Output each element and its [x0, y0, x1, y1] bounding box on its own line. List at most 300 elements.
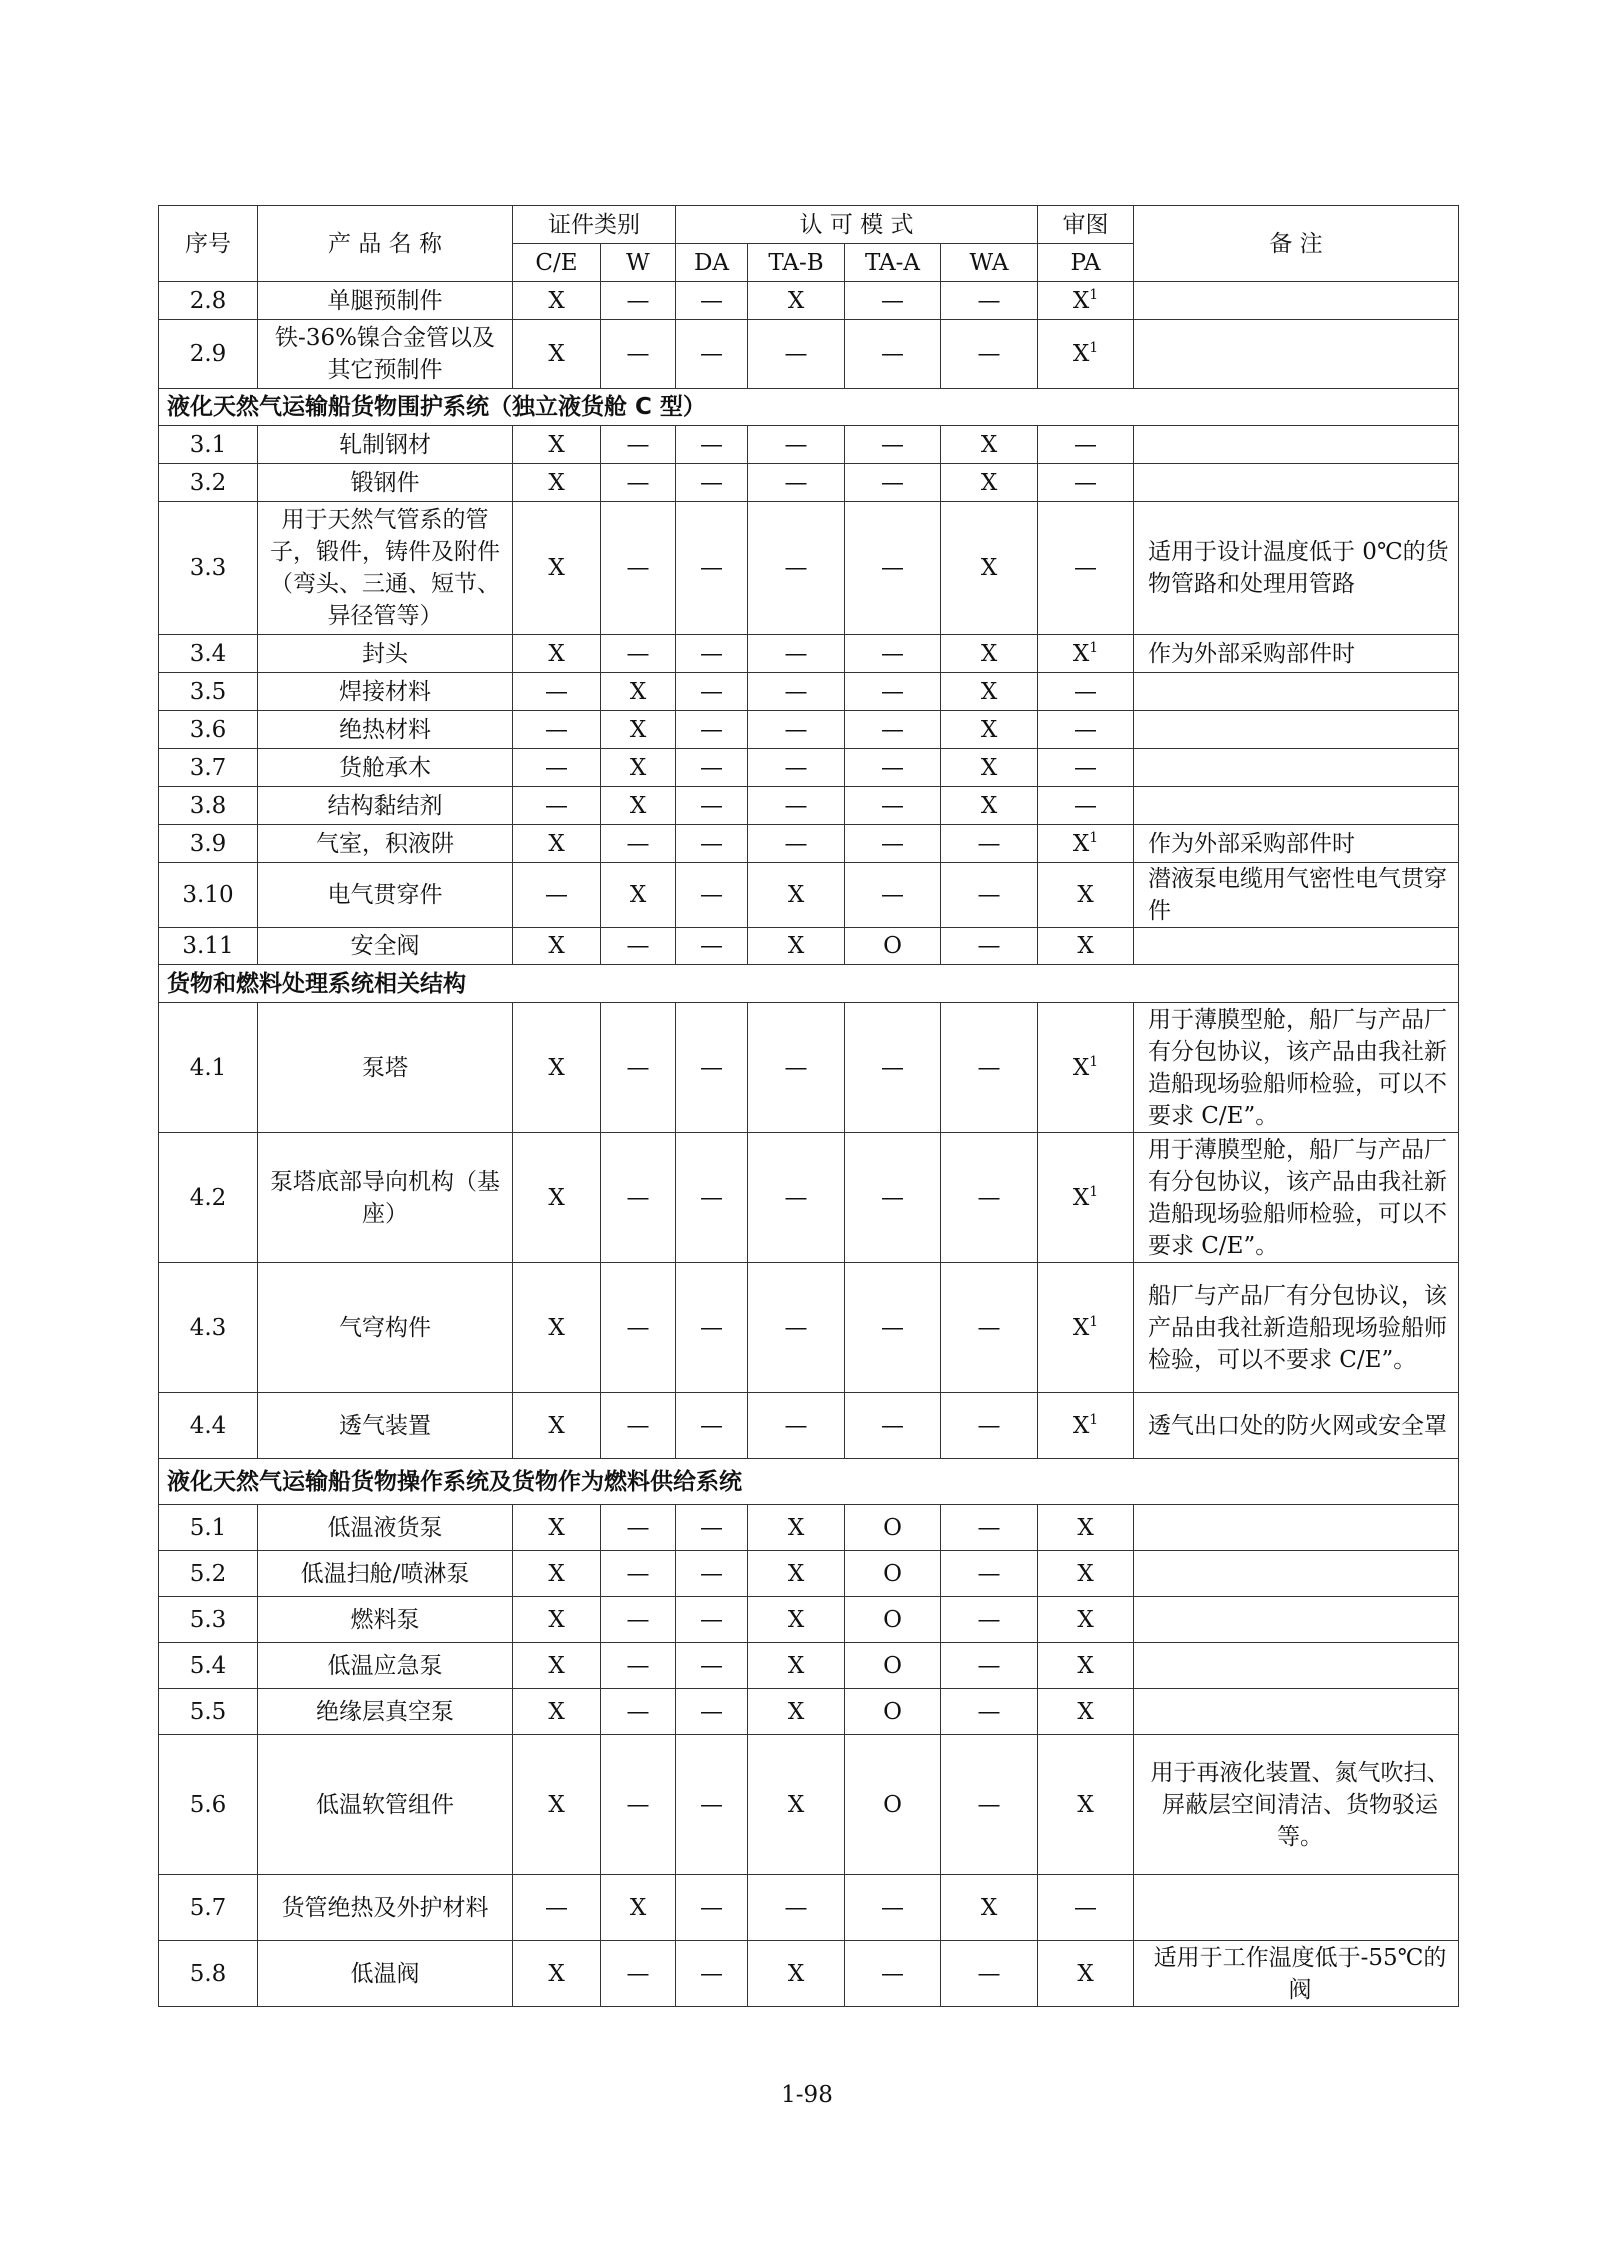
cell-ce — [513, 1941, 601, 2007]
product-name: 结构黏结剂 — [258, 787, 513, 825]
cell-value: O — [883, 1698, 902, 1725]
cell-da — [676, 282, 748, 320]
table-row — [159, 1003, 1459, 1133]
product-name: 气室，积液阱 — [258, 825, 513, 863]
cell-tab — [748, 1643, 845, 1689]
section-row — [159, 1459, 1459, 1505]
table-row — [159, 928, 1459, 965]
cell-value: — — [626, 1412, 650, 1439]
cell-value: O — [883, 1652, 902, 1679]
cell-value: X — [548, 431, 565, 458]
remark: 用于薄膜型舱，船厂与产品厂有分包协议，该产品由我社新造船现场验船师检验，可以不要求 C/E”。 — [1134, 1003, 1459, 1133]
footnote-marker: 1 — [1089, 1411, 1099, 1428]
cell-value: — — [700, 1960, 723, 1987]
cell-pa — [1038, 1941, 1134, 2007]
cell-ce — [513, 1875, 601, 1941]
cell-value: X — [980, 431, 998, 458]
cell-value: X — [787, 933, 805, 959]
cell-w — [601, 673, 676, 711]
cell-value: X — [548, 555, 565, 581]
footnote-marker: 1 — [1089, 1313, 1099, 1330]
cell-value: — — [977, 1698, 1001, 1725]
cell-ce — [513, 863, 601, 928]
cell-ce — [513, 635, 601, 673]
cell-value: — — [784, 1184, 808, 1211]
cell-da — [676, 1643, 748, 1689]
cell-value: — — [784, 640, 808, 667]
cell-pa — [1038, 749, 1134, 787]
cell-value: — — [1074, 431, 1097, 458]
cell-value: — — [977, 1412, 1001, 1439]
cell-da — [676, 1133, 748, 1263]
cell-value: — — [881, 678, 904, 705]
cell-pa — [1038, 1735, 1134, 1875]
cell-tab — [748, 825, 845, 863]
cell-w — [601, 711, 676, 749]
cell-value: X — [980, 640, 998, 667]
cell-w — [601, 282, 676, 320]
cell-value: — — [700, 1514, 723, 1541]
cell-value: — — [784, 1314, 808, 1341]
cell-value: X — [1072, 1054, 1090, 1081]
cell-value: — — [700, 1184, 723, 1211]
cell-tab — [748, 1875, 845, 1941]
cell-taa — [845, 502, 941, 635]
cell-value: — — [977, 1652, 1001, 1679]
cell-value: — — [881, 555, 904, 581]
cell-w — [601, 426, 676, 464]
cell-value: — — [881, 882, 904, 908]
cell-taa — [845, 825, 941, 863]
cell-value: — — [626, 933, 650, 959]
cell-w — [601, 1735, 676, 1875]
table-row — [159, 282, 1459, 320]
table-row — [159, 635, 1459, 673]
cell-ce — [513, 1551, 601, 1597]
cell-value: — — [784, 1894, 808, 1921]
cell-da — [676, 1263, 748, 1393]
row-number: 5.7 — [159, 1875, 258, 1941]
cell-taa — [845, 1133, 941, 1263]
cell-value: X — [1077, 1514, 1094, 1541]
cell-pa — [1038, 1133, 1134, 1263]
cell-value: X — [629, 792, 647, 819]
cell-w — [601, 1133, 676, 1263]
cell-value: X — [548, 1960, 565, 1987]
row-number: 3.11 — [159, 928, 258, 965]
cell-wa — [941, 635, 1038, 673]
row-number: 3.6 — [159, 711, 258, 749]
cell-value: — — [881, 1314, 904, 1341]
cell-pa — [1038, 1689, 1134, 1735]
cell-w — [601, 787, 676, 825]
cell-tab — [748, 749, 845, 787]
cell-da — [676, 928, 748, 965]
cell-value: — — [977, 1560, 1001, 1587]
cell-value: X — [1077, 1606, 1094, 1633]
cell-value: — — [700, 1606, 723, 1633]
header-review: 审图 — [1038, 206, 1134, 244]
cell-value: X — [980, 1894, 998, 1921]
cell-tab — [748, 502, 845, 635]
table-row — [159, 1689, 1459, 1735]
cell-value: X — [548, 1606, 565, 1633]
cell-value: X — [1072, 287, 1090, 314]
cell-wa — [941, 711, 1038, 749]
table-row — [159, 787, 1459, 825]
cell-pa — [1038, 1643, 1134, 1689]
cell-taa — [845, 1941, 941, 2007]
cell-ce — [513, 711, 601, 749]
cell-value: X — [980, 678, 998, 705]
cell-value: — — [977, 287, 1001, 314]
remark: 透气出口处的防火网或安全罩 — [1134, 1393, 1459, 1459]
table-row — [159, 320, 1459, 389]
cell-pa — [1038, 1393, 1134, 1459]
cell-da — [676, 711, 748, 749]
header-seq: 序号 — [159, 206, 258, 282]
cell-da — [676, 320, 748, 389]
remark: 适用于工作温度低于-55℃的阀 — [1134, 1941, 1459, 2007]
cell-taa — [845, 1875, 941, 1941]
product-name: 用于天然气管系的管子，锻件，铸件及附件（弯头、三通、短节、异径管等） — [258, 502, 513, 635]
cell-pa — [1038, 787, 1134, 825]
cell-value: — — [881, 431, 904, 458]
cell-value: X — [629, 1894, 647, 1921]
cell-value: X — [1077, 1698, 1094, 1725]
cell-pa — [1038, 1263, 1134, 1393]
row-number: 4.1 — [159, 1003, 258, 1133]
cell-w — [601, 1689, 676, 1735]
cell-ce — [513, 464, 601, 502]
cell-tab — [748, 1597, 845, 1643]
footnote-marker: 1 — [1089, 829, 1099, 846]
cell-value: X — [629, 678, 647, 705]
cell-da — [676, 464, 748, 502]
cell-value: X — [980, 716, 998, 743]
remark — [1134, 787, 1459, 825]
cell-value: — — [784, 830, 808, 857]
cell-da — [676, 1941, 748, 2007]
cell-value: X — [787, 1652, 805, 1679]
cell-value: — — [784, 792, 808, 819]
cell-value: X — [980, 792, 998, 819]
cell-value: — — [1074, 555, 1097, 581]
cell-value: X — [1077, 1791, 1094, 1818]
cell-value: X — [548, 1412, 565, 1439]
cell-wa — [941, 426, 1038, 464]
cell-taa — [845, 1505, 941, 1551]
cell-w — [601, 1597, 676, 1643]
cell-value: — — [700, 341, 723, 367]
cell-value: — — [626, 431, 650, 458]
cell-value: — — [626, 1791, 650, 1818]
cell-value: — — [700, 882, 723, 908]
cell-da — [676, 635, 748, 673]
cell-value: — — [881, 287, 904, 314]
cell-wa — [941, 1643, 1038, 1689]
cell-value: O — [883, 1514, 902, 1541]
cell-value: X — [787, 287, 805, 314]
table-row — [159, 1597, 1459, 1643]
cell-pa — [1038, 673, 1134, 711]
remark — [1134, 1505, 1459, 1551]
cell-tab — [748, 863, 845, 928]
cell-ce — [513, 787, 601, 825]
cell-value: — — [784, 1412, 808, 1439]
cell-w — [601, 502, 676, 635]
cell-w — [601, 928, 676, 965]
header-da: DA — [676, 244, 748, 282]
cell-w — [601, 1643, 676, 1689]
cell-value: — — [626, 830, 650, 857]
equipment-approval-table — [158, 205, 1459, 2007]
product-name: 货管绝热及外护材料 — [258, 1875, 513, 1941]
cell-value: — — [881, 1894, 904, 1921]
remark — [1134, 1689, 1459, 1735]
product-name: 轧制钢材 — [258, 426, 513, 464]
cell-da — [676, 749, 748, 787]
table-row — [159, 1133, 1459, 1263]
cell-tab — [748, 464, 845, 502]
row-number: 4.2 — [159, 1133, 258, 1263]
cell-da — [676, 1735, 748, 1875]
cell-da — [676, 825, 748, 863]
header-pa: PA — [1038, 244, 1134, 282]
cell-taa — [845, 1689, 941, 1735]
cell-taa — [845, 1263, 941, 1393]
cell-taa — [845, 1003, 941, 1133]
cell-value: — — [881, 792, 904, 819]
cell-w — [601, 1003, 676, 1133]
cell-value: — — [1074, 469, 1097, 496]
cell-pa — [1038, 426, 1134, 464]
row-number: 5.2 — [159, 1551, 258, 1597]
cell-value: — — [700, 716, 723, 743]
remark — [1134, 1551, 1459, 1597]
cell-value: — — [784, 555, 808, 581]
cell-da — [676, 1505, 748, 1551]
cell-da — [676, 1597, 748, 1643]
cell-wa — [941, 1133, 1038, 1263]
cell-ce — [513, 1505, 601, 1551]
row-number: 5.6 — [159, 1735, 258, 1875]
cell-value: X — [1077, 1652, 1094, 1679]
cell-pa — [1038, 1551, 1134, 1597]
cell-taa — [845, 928, 941, 965]
cell-ce — [513, 1133, 601, 1263]
cell-ce — [513, 426, 601, 464]
product-name: 电气贯穿件 — [258, 863, 513, 928]
cell-da — [676, 1393, 748, 1459]
cell-wa — [941, 1597, 1038, 1643]
table-row — [159, 1735, 1459, 1875]
table-row — [159, 1505, 1459, 1551]
cell-value: — — [626, 1652, 650, 1679]
product-name: 锻钢件 — [258, 464, 513, 502]
cell-wa — [941, 1003, 1038, 1133]
product-name: 低温阀 — [258, 1941, 513, 2007]
table-row — [159, 502, 1459, 635]
cell-wa — [941, 825, 1038, 863]
cell-value: — — [881, 469, 904, 496]
cell-value: — — [626, 1184, 650, 1211]
cell-value: — — [977, 830, 1001, 857]
product-name: 泵塔 — [258, 1003, 513, 1133]
cell-value: — — [881, 716, 904, 743]
remark — [1134, 320, 1459, 389]
cell-value: X — [980, 754, 998, 781]
table-row — [159, 863, 1459, 928]
cell-value: X — [1077, 1560, 1094, 1587]
cell-w — [601, 320, 676, 389]
cell-taa — [845, 464, 941, 502]
cell-tab — [748, 787, 845, 825]
cell-value: — — [1074, 678, 1097, 705]
header-cert: 证件类别 — [513, 206, 676, 244]
cell-value: — — [784, 716, 808, 743]
row-number: 5.3 — [159, 1597, 258, 1643]
cell-value: — — [700, 1314, 723, 1341]
cell-value: — — [700, 431, 723, 458]
cell-pa — [1038, 1505, 1134, 1551]
cell-wa — [941, 464, 1038, 502]
product-name: 绝热材料 — [258, 711, 513, 749]
cell-value: X — [980, 555, 998, 581]
cell-value: X — [548, 287, 565, 314]
cell-ce — [513, 749, 601, 787]
cell-value: X — [787, 1606, 805, 1633]
cell-wa — [941, 1735, 1038, 1875]
row-number: 3.7 — [159, 749, 258, 787]
cell-value: X — [787, 1960, 805, 1987]
header-tab: TA-B — [748, 244, 845, 282]
cell-value: X — [548, 830, 565, 857]
cell-value: — — [626, 555, 650, 581]
cell-value: — — [626, 1960, 650, 1987]
cell-value: — — [977, 1791, 1001, 1818]
cell-value: — — [977, 882, 1001, 908]
cell-value: — — [626, 1314, 650, 1341]
row-number: 5.4 — [159, 1643, 258, 1689]
cell-wa — [941, 282, 1038, 320]
cell-tab — [748, 1133, 845, 1263]
cell-ce — [513, 320, 601, 389]
remark: 用于薄膜型舱，船厂与产品厂有分包协议，该产品由我社新造船现场验船师检验，可以不要求 C/E”。 — [1134, 1133, 1459, 1263]
cell-w — [601, 749, 676, 787]
product-name: 气穹构件 — [258, 1263, 513, 1393]
cell-value: X — [548, 1560, 565, 1587]
cell-ce — [513, 673, 601, 711]
cell-value: O — [883, 1791, 902, 1818]
cell-value: — — [1074, 1894, 1097, 1921]
remark — [1134, 1875, 1459, 1941]
table-row — [159, 464, 1459, 502]
product-name: 铁-36%镍合金管以及其它预制件 — [258, 320, 513, 389]
cell-value: X — [629, 882, 647, 908]
cell-value: O — [883, 1606, 902, 1633]
cell-value: X — [548, 1698, 565, 1725]
cell-value: — — [700, 1560, 723, 1587]
cell-wa — [941, 928, 1038, 965]
cell-da — [676, 673, 748, 711]
cell-value: X — [548, 933, 565, 959]
cell-value: — — [626, 1514, 650, 1541]
cell-taa — [845, 320, 941, 389]
cell-tab — [748, 635, 845, 673]
cell-ce — [513, 1393, 601, 1459]
cell-value: — — [1074, 716, 1097, 743]
cell-w — [601, 464, 676, 502]
cell-value: — — [881, 1960, 904, 1987]
cell-value: — — [700, 1791, 723, 1818]
cell-value: X — [1072, 341, 1090, 367]
cell-da — [676, 426, 748, 464]
cell-value: X — [1072, 830, 1090, 857]
cell-value: — — [700, 1652, 723, 1679]
cell-wa — [941, 320, 1038, 389]
cell-value: X — [548, 1184, 565, 1211]
remark: 作为外部采购部件时 — [1134, 825, 1459, 863]
header-approval: 认 可 模 式 — [676, 206, 1038, 244]
cell-taa — [845, 711, 941, 749]
cell-value: X — [629, 754, 647, 781]
cell-value: X — [1072, 640, 1090, 667]
cell-value: — — [545, 792, 568, 819]
cell-da — [676, 1551, 748, 1597]
cell-tab — [748, 928, 845, 965]
remark — [1134, 1643, 1459, 1689]
cell-ce — [513, 1689, 601, 1735]
cell-pa — [1038, 1003, 1134, 1133]
cell-value: — — [977, 1184, 1001, 1211]
cell-taa — [845, 863, 941, 928]
cell-pa — [1038, 711, 1134, 749]
cell-pa — [1038, 863, 1134, 928]
cell-tab — [748, 1735, 845, 1875]
cell-value: — — [626, 287, 650, 314]
table-row — [159, 426, 1459, 464]
cell-value: — — [977, 1314, 1001, 1341]
cell-wa — [941, 1551, 1038, 1597]
cell-pa — [1038, 320, 1134, 389]
cell-taa — [845, 1735, 941, 1875]
cell-value: — — [881, 640, 904, 667]
cell-pa — [1038, 825, 1134, 863]
cell-value: — — [700, 469, 723, 496]
cell-value: X — [548, 469, 565, 496]
header-name: 产 品 名 称 — [258, 206, 513, 282]
footnote-marker: 1 — [1089, 639, 1099, 656]
table-row — [159, 1263, 1459, 1393]
remark — [1134, 426, 1459, 464]
remark — [1134, 928, 1459, 965]
product-name: 货舱承木 — [258, 749, 513, 787]
cell-tab — [748, 1263, 845, 1393]
cell-value: X — [1077, 1960, 1094, 1987]
remark: 用于再液化装置、氮气吹扫、屏蔽层空间清洁、货物驳运等。 — [1134, 1735, 1459, 1875]
cell-value: — — [700, 792, 723, 819]
cell-wa — [941, 1505, 1038, 1551]
cell-tab — [748, 1551, 845, 1597]
cell-value: — — [700, 933, 723, 959]
row-number: 5.5 — [159, 1689, 258, 1735]
product-name: 绝缘层真空泵 — [258, 1689, 513, 1735]
row-number: 5.1 — [159, 1505, 258, 1551]
cell-value: — — [626, 1560, 650, 1587]
table-row — [159, 1875, 1459, 1941]
cell-value: — — [977, 1960, 1001, 1987]
